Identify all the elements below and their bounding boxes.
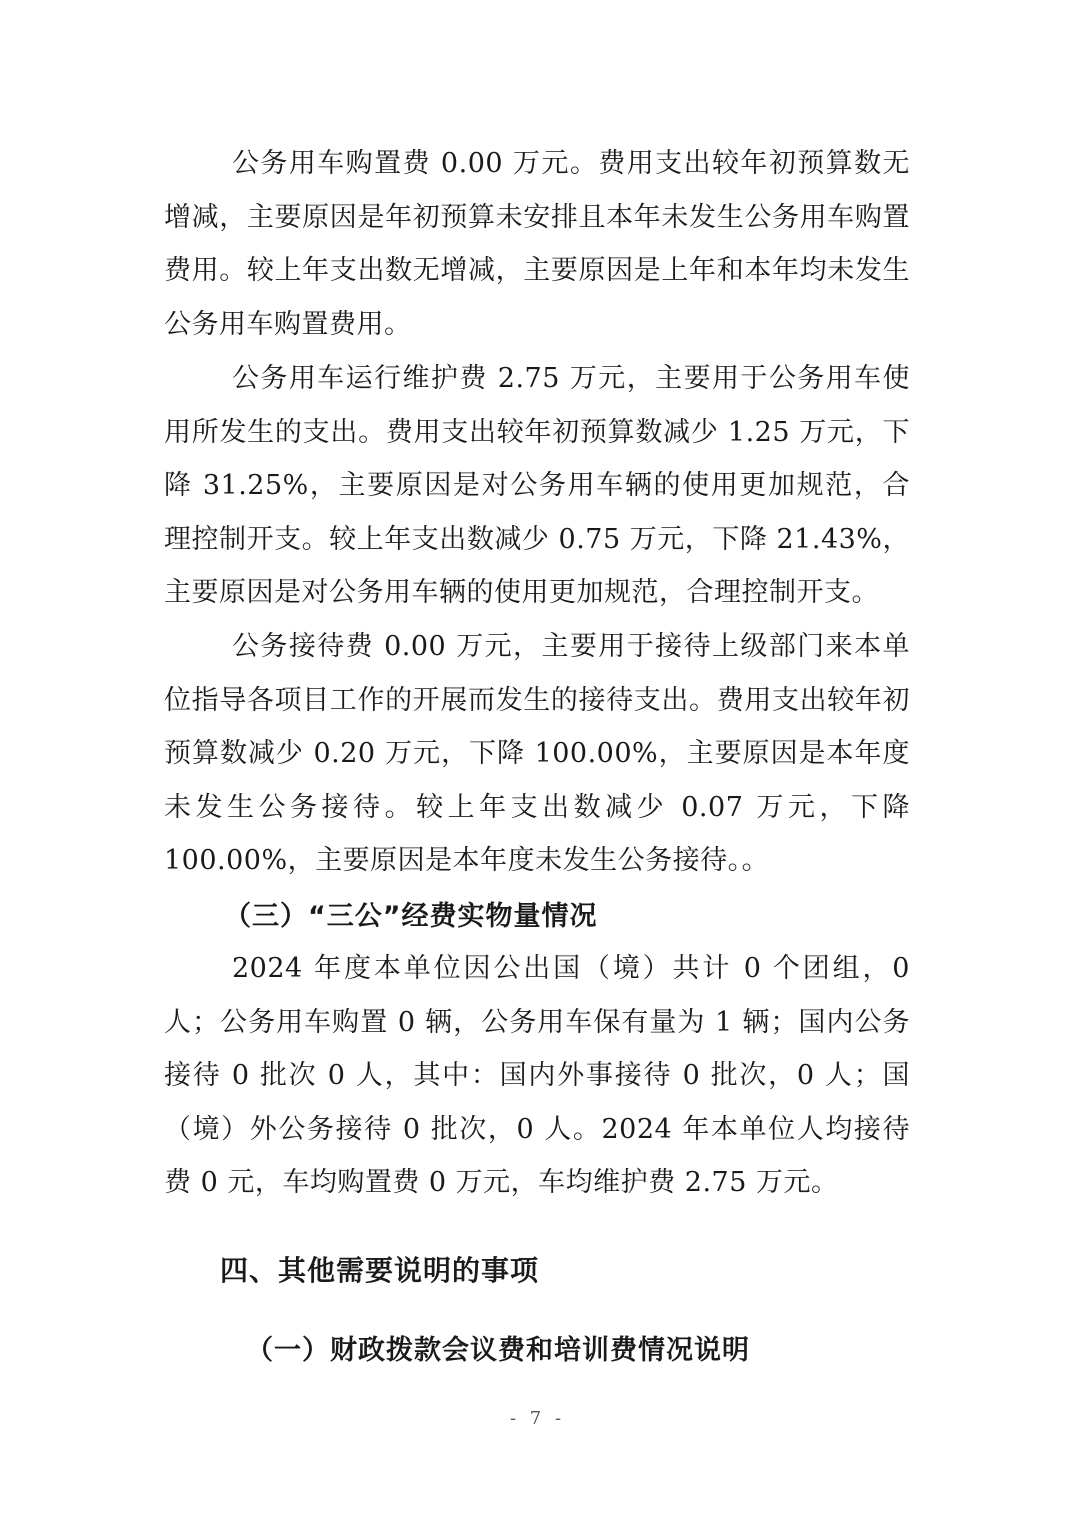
heading-section-three: （三）“三公”经费实物量情况 (224, 901, 598, 932)
paragraph-reception-expense: 公务接待费 0.00 万元，主要用于接待上级部门来本单位指导各项目工作的开展而发生的接待支出。费用支出较年初预算数减少 0.20 万元，下降 100.00%，主要原因是本年度未发生公务接待。较上年支出数减少 0.07 万元，下降 100.00%，主要原因是本年度未发生公务接待。。 (164, 631, 911, 876)
paragraph-physical-quantity: 2024 年度本单位因公出国（境）共计 0 个团组，0 人；公务用车购置 0 辆，公务用车保有量为 1 辆；国内公务接待 0 批次 0 人，其中：国内外事接待 0 批次，0 人；国（境）外公务接待 0 批次，0 人。2024 年本单位人均接待费 0 元，车均购置费 0 万元，车均维护费 2.75 万元。 (164, 953, 910, 1198)
heading-section-four: 四、其他需要说明的事项 (220, 1254, 540, 1287)
page-number: - 7 - (509, 1408, 566, 1429)
paragraph-vehicle-purchase: 公务用车购置费 0.00 万元。费用支出较年初预算数无增减，主要原因是年初预算未安排且本年未发生公务用车购置费用。较上年支出数无增减，主要原因是上年和本年均未发生公务用车购置费用。 (164, 148, 910, 340)
paragraph-vehicle-maintenance: 公务用车运行维护费 2.75 万元，主要用于公务用车使用所发生的支出。费用支出较年初预算数减少 1.25 万元，下降 31.25%，主要原因是对公务用车辆的使用更加规范，合理控制开支。较上年支出数减少 0.75 万元，下降 21.43%，主要原因是对公务用车辆的使用更加规范，合理控制开支。 (164, 363, 910, 608)
heading-section-four-one: （一）财政拨款会议费和培训费情况说明 (246, 1335, 750, 1366)
